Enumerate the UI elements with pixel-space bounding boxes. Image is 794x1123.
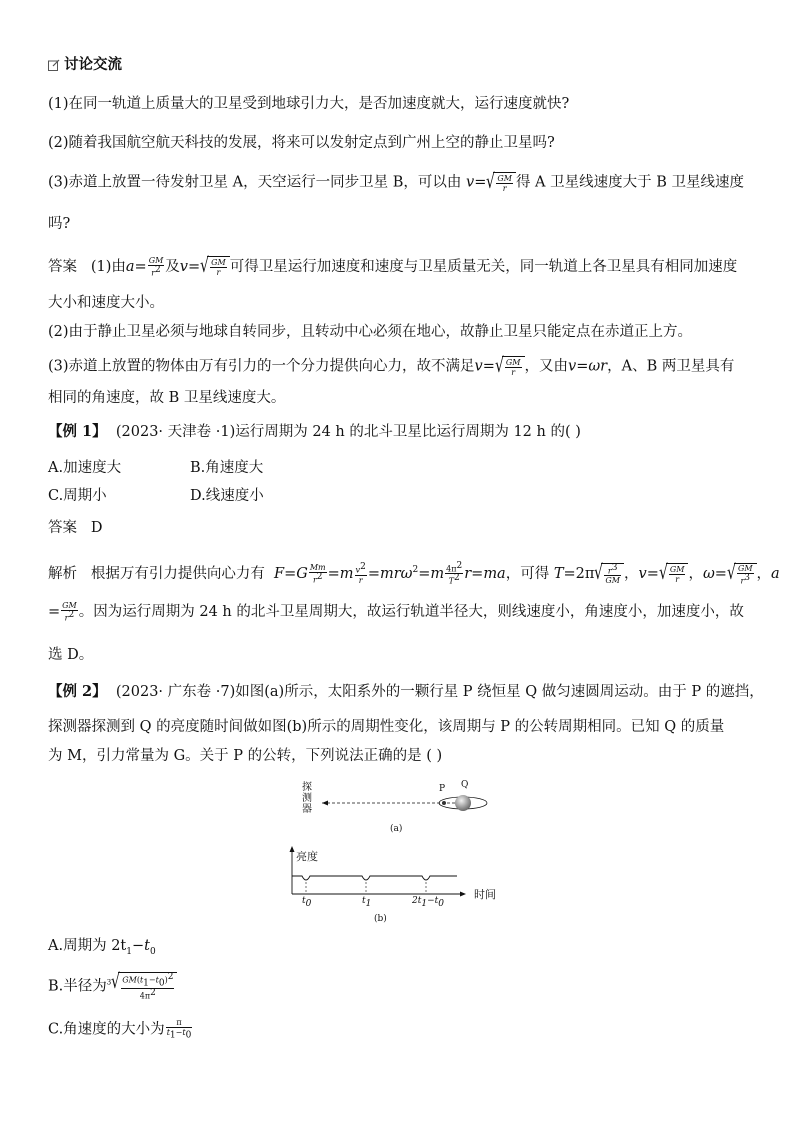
analysis-label: 解析 [48, 565, 77, 582]
answer-3: (3)赤道上放置的物体由万有引力的一个分力提供向心力，故不满足v= √ $\frac{GM}{r}$ ，又由v=ωr，A、B 两卫星具有 [48, 353, 735, 377]
option-d: D.线速度小 [190, 488, 264, 504]
detector-char-3: 器 [302, 804, 312, 815]
tick-t0: $t_0$ [302, 896, 312, 909]
tick-t1-text: t [362, 896, 366, 906]
option-b: B.角速度大 [190, 460, 264, 476]
analysis-text-a: 根据万有引力提供向心力有 [90, 565, 265, 582]
answer-1-end: 大小和速度大小。 [48, 295, 164, 311]
answer-3-text-a: (3)赤道上放置的物体由万有引力的一个分力提供向心力，故不满足 [48, 358, 475, 375]
example-2-stem-2: 探测器探测到 Q 的亮度随时间做如图(b)所示的周期性变化，该周期与 P 的公转周期相同。已知 Q 的质量 [48, 719, 725, 735]
example-1-stem [48, 422, 581, 442]
planet-p [442, 801, 446, 805]
answer-3-end: 相同的角速度，故 B 卫星线速度大。 [48, 390, 286, 406]
analysis-text-b: ，可得 [505, 565, 550, 582]
detector-label [302, 782, 314, 815]
figure-a-caption: (a) [390, 824, 403, 834]
answer-2: (2)由于静止卫星必须与地球自转同步，且转动中心必须在地心，故静止卫星只能定点在赤道正上方。 [48, 324, 693, 340]
example-1-analysis-line-3: 选 D。 [48, 647, 94, 663]
brightness-curve [292, 876, 457, 880]
example-2-tag: 【例 2】 [48, 683, 107, 700]
example-1-stem-text: (2023· 天津卷 ·1)运行周期为 24 h 的北斗卫星比运行周期为 12 h 的( ) [115, 424, 581, 440]
example-1-analysis: 解析 根据万有引力提供向心力有 F=G $\frac{Mm}{r^2}$ =m $\frac{v^2}{r}$ =mrω$^2$=m $\frac{4\pi^2}{T^2}$ r=ma，可得 T=2π √ $\frac{r^3}{GM}$ ，v= √ $\frac{GM}{r}$ ，ω= √ $\frac{GM}{r^3}$ ，a [48, 559, 780, 586]
answer-1-text-b: 及 [165, 258, 180, 275]
example-2-option-a-text: A.周期为 2t [48, 938, 127, 954]
section-title: 讨论交流 [64, 56, 122, 73]
figure-b [282, 844, 512, 926]
example-1-answer-value: D [90, 520, 103, 536]
example-1-answer-label: 答案 [48, 520, 77, 536]
x-axis-arrow [460, 892, 466, 897]
example-2-option-c-text: C.角速度的大小为 [48, 1021, 165, 1038]
star-q [455, 795, 471, 811]
analysis-text-c: 因为运行周期为 24 h 的北斗卫星周期大，故运行轨道半径大，则线速度小，角速度小，加速度小，故 [93, 603, 744, 620]
example-2-option-b-text: B.半径为 [48, 978, 107, 995]
edit-icon [48, 57, 60, 77]
detector-char-2: 测 [302, 793, 312, 804]
tick-t2: $2t_1-t_0$ [412, 896, 444, 909]
question-2: (2)随着我国航空航天科技的发展，将来可以发射定点到广州上空的静止卫星吗? [48, 135, 555, 151]
detector-char-1: 探 [302, 782, 312, 793]
example-2-option-b: B.半径为$^3$ √ $\frac{GM(t_1-t_0)^2}{4\pi^2}$ [48, 972, 177, 1001]
y-axis-arrow [290, 846, 295, 852]
example-1-analysis-line-2: = $\frac{GM}{r^2}$ 。因为运行周期为 24 h 的北斗卫星周期大，故运行轨道半径大，则线速度小，角速度小，加速度小，故 [48, 601, 744, 623]
section-header [48, 55, 122, 77]
tick-t2-text: 2t [412, 896, 422, 906]
question-3-text-b: 得 A 卫星线速度大于 B 卫星线速度 [515, 174, 745, 191]
option-c: C.周期小 [48, 488, 107, 504]
example-1-answer [48, 518, 102, 538]
example-1-tag: 【例 1】 [48, 423, 107, 440]
arrow-head [322, 801, 328, 806]
example-2-option-a: A.周期为 $2t_1-t_0$ [48, 938, 156, 957]
example-1-options-row-2 [48, 486, 264, 506]
question-3: (3)赤道上放置一待发射卫星 A，天空运行一同步卫星 B，可以由 v= √ $\frac{GM}{r}$ 得 A 卫星线速度大于 B 卫星线速度 [48, 169, 745, 193]
example-1-options-row-1 [48, 458, 263, 478]
answer-1-text-c: 可得卫星运行加速度和速度与卫星质量无关，同一轨道上各卫星具有相同加速度 [229, 258, 738, 275]
label-p: P [439, 784, 446, 794]
example-2-option-c: C.角速度的大小为 $\frac{\pi}{t_1-t_0}$ [48, 1018, 192, 1041]
question-3-text-a: (3)赤道上放置一待发射卫星 A，天空运行一同步卫星 B，可以由 [48, 174, 466, 191]
y-axis-label: 亮度 [296, 850, 318, 863]
option-a: A.加速度大 [48, 460, 122, 476]
answer-label: 答案 [48, 258, 77, 275]
x-axis-label: 时间 [474, 888, 496, 901]
tick-t1: $t_1$ [362, 896, 372, 909]
label-q: Q [461, 780, 469, 790]
answer-3-text-c: ，A、B 两卫星具有 [607, 358, 735, 375]
question-3-end: 吗? [48, 216, 71, 232]
question-1: (1)在同一轨道上质量大的卫星受到地球引力大，是否加速度就大，运行速度就快? [48, 96, 570, 112]
example-2-stem-1 [48, 682, 764, 702]
example-2-stem-3: 为 M，引力常量为 G。关于 P 的公转，下列说法正确的是 ( ) [48, 748, 443, 764]
figure-a [300, 778, 520, 838]
answer-3-text-b: ，又由 [524, 358, 568, 375]
figure-b-caption: (b) [374, 914, 387, 924]
tick-t0-text: t [302, 896, 306, 906]
answer-1-text-a: (1)由 [90, 258, 126, 275]
example-2-stem-1-text: (2023· 广东卷 ·7)如图(a)所示，太阳系外的一颗行星 P 绕恒星 Q 做匀速圆周运动。由于 P 的遮挡， [115, 684, 764, 700]
answer-1: 答案 (1)由a= $\frac{GM}{r^2}$ 及v= √ $\frac{GM}{r}$ 可得卫星运行加速度和速度与卫星质量无关，同一轨道上各卫星具有相同加速度 [48, 253, 738, 278]
